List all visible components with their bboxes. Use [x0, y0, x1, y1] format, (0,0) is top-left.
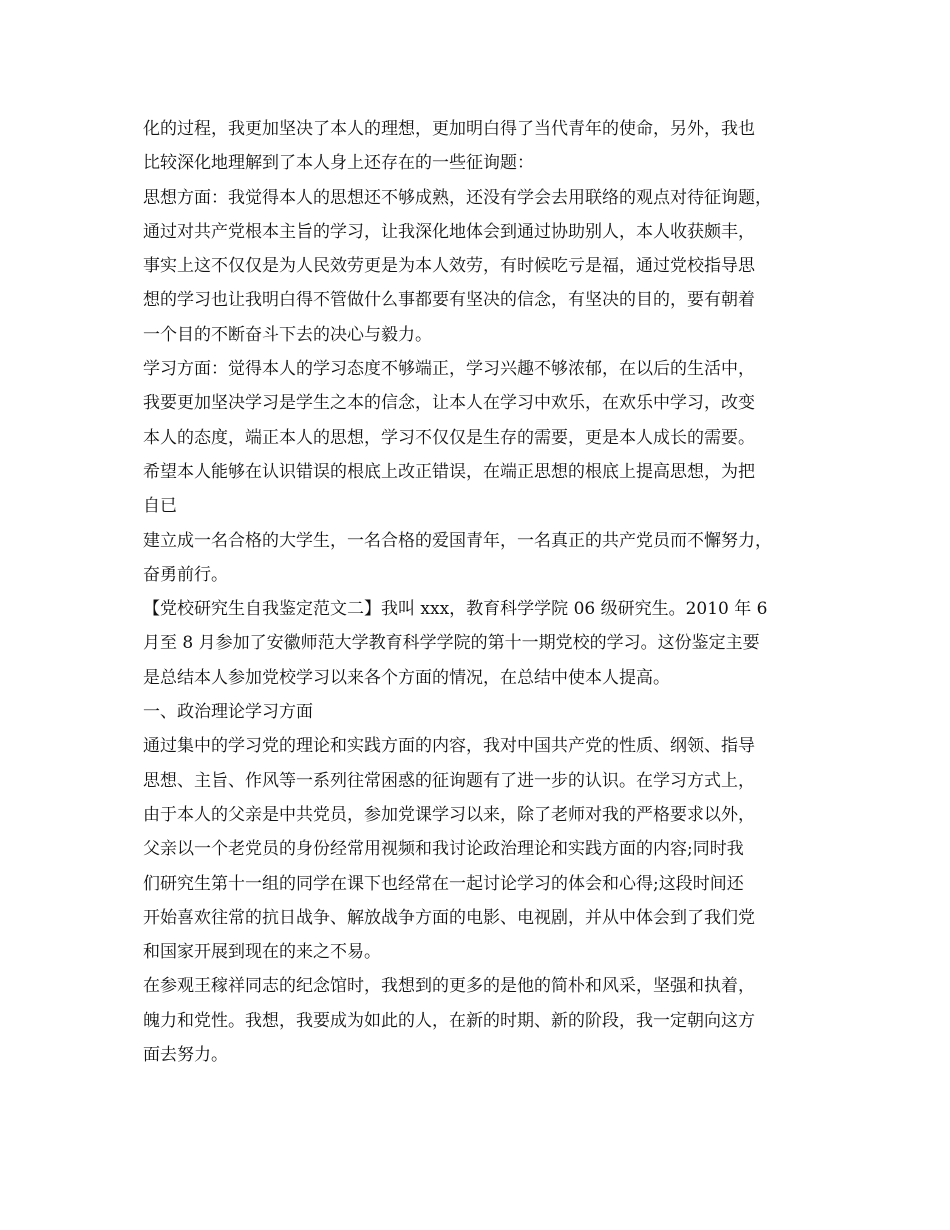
text-line: 面去努力。	[143, 1045, 228, 1066]
text-line: 学习方面：觉得本人的学习态度不够端正，学习兴趣不够浓郁，在以后的生活中，	[143, 359, 755, 380]
subsection-heading: 一、政治理论学习方面	[143, 702, 313, 723]
text-line: 思想方面：我觉得本人的思想还不够成熟，还没有学会去用联络的观点对待征询题，	[143, 187, 772, 208]
text-line: 通过集中的学习党的理论和实践方面的内容，我对中国共产党的性质、纲领、指导	[143, 736, 755, 757]
text-line: 一个目的不断奋斗下去的决心与毅力。	[143, 324, 432, 345]
text-line: 和国家开展到现在的来之不易。	[143, 942, 381, 963]
text-line: 本人的态度，端正本人的思想，学习不仅仅是生存的需要，更是本人成长的需要。	[143, 427, 755, 448]
text-line: 比较深化地理解到了本人身上还存在的一些征询题：	[143, 153, 534, 174]
text-line: 们研究生第十一组的同学在课下也经常在一起讨论学习的体会和心得;这段时间还	[143, 873, 744, 894]
text-line: 化的过程，我更加坚决了本人的理想，更加明白得了当代青年的使命，另外，我也	[143, 119, 755, 139]
text-line: 通过对共产党根本主旨的学习，让我深化地体会到通过协助别人，本人收获颇丰，	[143, 221, 755, 242]
text-line: 月至 8 月参加了安徽师范大学教育科学学院的第十一期党校的学习。这份鉴定主要	[143, 633, 760, 654]
document-body	[143, 112, 833, 1072]
text-line: 在参观王稼祥同志的纪念馆时，我想到的更多的是他的简朴和风采，坚强和执着，	[143, 976, 755, 997]
text-line: 自已	[143, 496, 177, 517]
text-line: 是总结本人参加党校学习以来各个方面的情况，在总结中使本人提高。	[143, 667, 670, 688]
text-line: 希望本人能够在认识错误的根底上改正错误，在端正思想的根底上提高思想，为把	[143, 461, 755, 482]
text-line: 父亲以一个老党员的身份经常用视频和我讨论政治理论和实践方面的内容;同时我	[143, 839, 744, 860]
text-line: 由于本人的父亲是中共党员，参加党课学习以来，除了老师对我的严格要求以外，	[143, 804, 755, 825]
text-line: 开始喜欢往常的抗日战争、解放战争方面的电影、电视剧，并从中体会到了我们党	[143, 907, 755, 928]
text-line: 想的学习也让我明白得不管做什么事都要有坚决的信念，有坚决的目的，要有朝着	[143, 290, 755, 311]
text-line: 奋勇前行。	[143, 564, 228, 585]
text-line: 魄力和党性。我想，我要成为如此的人，在新的时期、新的阶段，我一定朝向这方	[143, 1010, 755, 1031]
text-line: 我要更加坚决学习是学生之本的信念，让本人在学习中欢乐，在欢乐中学习，改变	[143, 393, 755, 414]
text-line: 建立成一名合格的大学生，一名合格的爱国青年，一名真正的共产党员而不懈努力，	[143, 530, 772, 551]
section-heading-line: 【党校研究生自我鉴定范文二】我叫 xxx，教育科学学院 06 级研究生。2010 年 6	[143, 599, 768, 620]
text-line: 思想、主旨、作风等一系列往常困惑的征询题有了进一步的认识。在学习方式上，	[143, 770, 755, 791]
text-line: 事实上这不仅仅是为人民效劳更是为本人效劳，有时候吃亏是福，通过党校指导思	[143, 256, 755, 277]
